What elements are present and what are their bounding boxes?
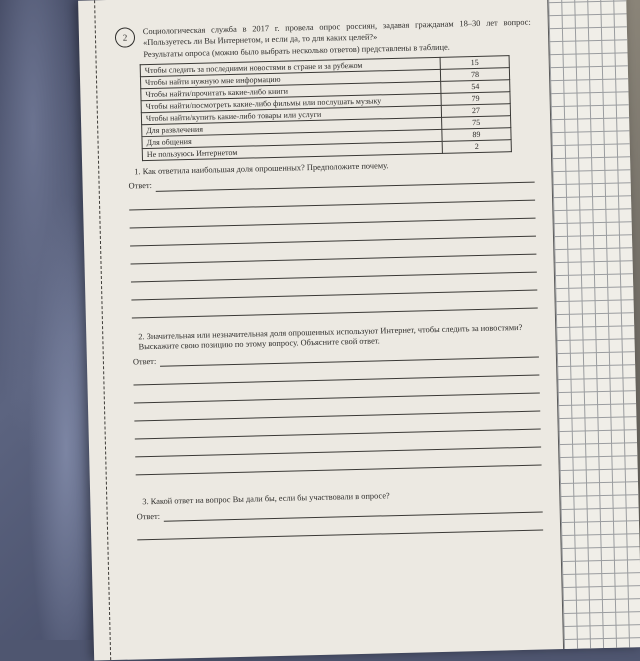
row-value: 79 <box>441 91 510 105</box>
row-value: 54 <box>441 79 510 93</box>
row-label: Для общения <box>142 129 442 148</box>
row-label: Чтобы найти/купить какие-либо товары или услуги <box>141 105 441 124</box>
answer-1-lines[interactable] <box>129 182 538 318</box>
dashed-cut-line <box>94 0 111 660</box>
row-label: Для развлечения <box>142 117 442 136</box>
worksheet-page <box>78 0 640 660</box>
answer-label: Ответ: <box>136 511 161 521</box>
row-value: 78 <box>440 67 509 81</box>
task-content <box>111 18 543 541</box>
question-3: 3. Какой ответ на вопрос Вы дали бы, если бы участвовали в опросе? <box>142 491 390 507</box>
row-value: 75 <box>442 115 511 129</box>
row-label: Чтобы следить за последними новостями в стране и за рубежом <box>140 57 440 76</box>
grid-margin <box>547 0 640 649</box>
answer-2-lines[interactable] <box>133 358 542 476</box>
row-label: Чтобы найти/прочитать какие-либо книги <box>141 81 441 100</box>
row-value: 27 <box>441 103 510 117</box>
answer-label: Ответ: <box>128 180 153 191</box>
results-intro: Результаты опроса (можно было выбрать несколько ответов) представлены в таблице. <box>143 42 450 60</box>
row-value: 15 <box>440 55 509 69</box>
row-label: Чтобы найти/посмотреть какие-либо фильмы или послушать музыку <box>141 93 441 112</box>
survey-results-table <box>140 55 512 161</box>
row-label: Чтобы найти нужную мне информацию <box>140 69 440 88</box>
task-statement: Социологическая служба в 2017 г. провела опрос россиян, задавая гражданам 18–30 лет вопрос: «Пользуетесь ли Вы Интернетом, и если да, то для каких целей?» <box>142 17 531 47</box>
task-number-badge: 2 <box>115 27 135 47</box>
row-value: 2 <box>442 139 511 153</box>
row-label: Не пользуюсь Интернетом <box>142 141 442 160</box>
question-2: 2. Значительная или незначительная доля опрошенных используют Интернет, чтобы следить за новостями? Выскажите свою позицию по этому вопросу. Объясните свой ответ. <box>138 322 523 352</box>
row-value: 89 <box>442 127 511 141</box>
answer-label: Ответ: <box>132 356 157 366</box>
question-1: 1. Как ответила наибольшая доля опрошенных? Предположите почему. <box>134 160 389 176</box>
